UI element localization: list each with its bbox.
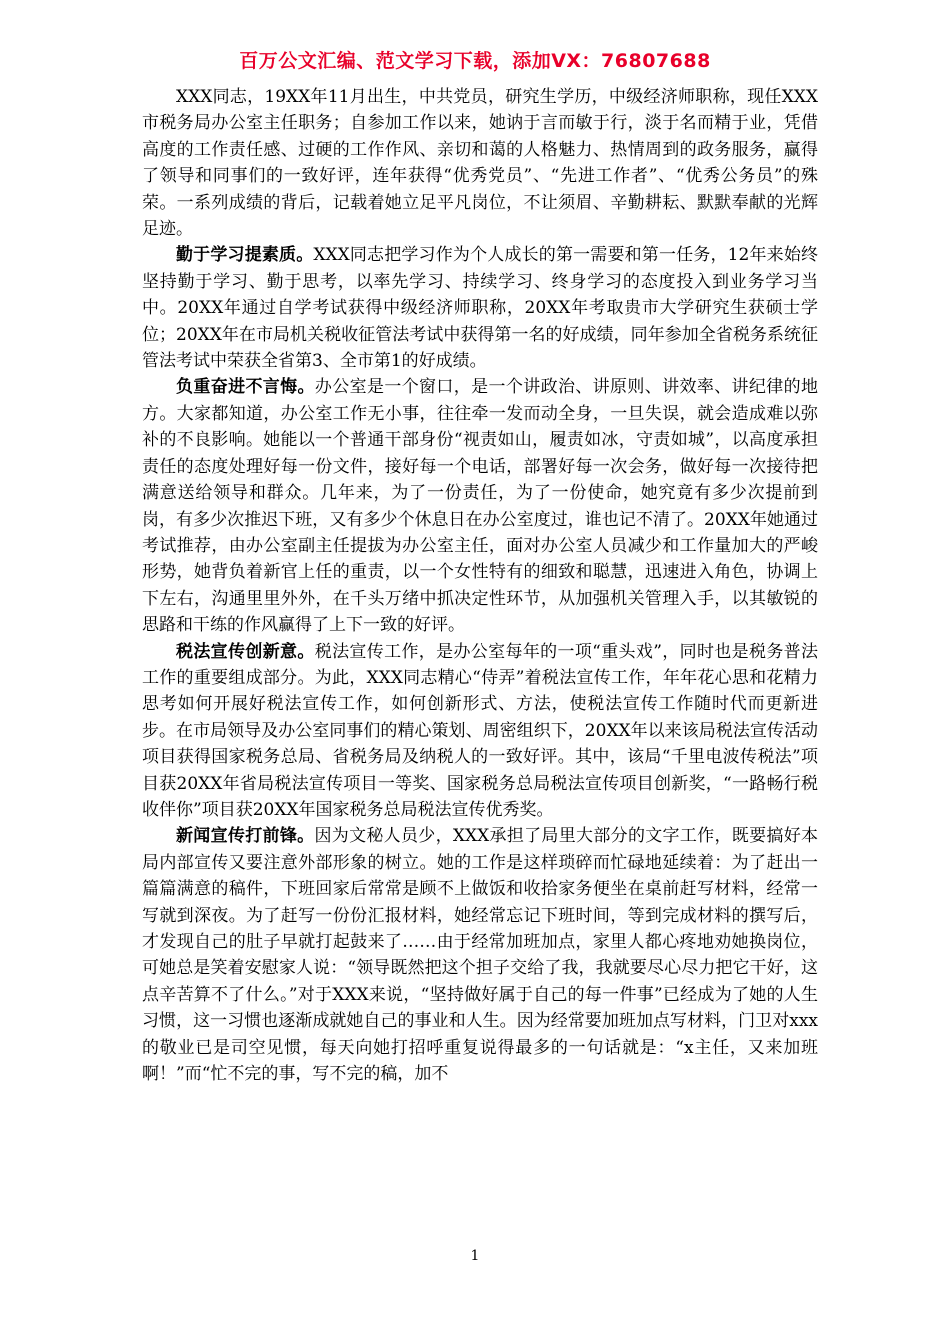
header-banner: 百万公文汇编、范文学习下载，添加VX：76807688	[239, 50, 711, 72]
page-number: 1	[470, 1248, 480, 1264]
paragraph-tax-publicity	[142, 639, 818, 824]
paragraph-study	[142, 242, 818, 374]
paragraph-text: 因为文秘人员少，XXX承担了局里大部分的文字工作，既要搞好本局内部宣传又要注意外部形象的树立。她的工作是这样琐碎而忙碌地延续着：为了赶出一篇篇满意的稿件，下班回家后常常是顾不上做饭和收拾家务便坐在桌前赶写材料，经常一写就到深夜。为了赶写一份份汇报材料，她经常忘记下班时间，等到完成材料的撰写后，才发现自己的肚子早就打起鼓来了……由于经常加班加点，家里人都心疼地劝她换岗位，可她总是笑着安慰家人说：“领导既然把这个担子交给了我，我就要尽心尽力把它干好，这点辛苦算不了什么。”对于XXX来说，“坚持做好属于自己的每一件事”已经成为了她的人生习惯，这一习惯也逐渐成就她自己的事业和人生。因为经常要加班加点写材料，门卫对xxx的敬业已是司空见惯，每天向她打招呼重复说得最多的一句话就是：“x主任，又来加班啊！”而“忙不完的事，写不完的稿，加不	[142, 826, 819, 1085]
paragraph-text: 办公室是一个窗口，是一个讲政治、讲原则、讲效率、讲纪律的地方。大家都知道，办公室工作无小事，往往牵一发而动全身，一旦失误，就会造成难以弥补的不良影响。她能以一个普通干部身份“视责如山，履责如冰，守责如城”，以高度承担责任的态度处理好每一份文件，接好每一个电话，部署好每一次会务，做好每一次接待把满意送给领导和群众。几年来，为了一份责任，为了一份使命，她究竟有多少次提前到岗，有多少次推迟下班，又有多少个休息日在办公室度过，谁也记不清了。20XX年她通过考试推荐，由办公室副主任提拔为办公室主任，面对办公室人员减少和工作量加大的严峻形势，她背负着新官上任的重责，以一个女性特有的细致和聪慧，迅速进入角色，协调上下左右，沟通里里外外，在千头万绪中抓决定性环节，从加强机关管理入手，以其敏锐的思路和干练的作风赢得了上下一致的好评。	[142, 377, 819, 636]
document-body	[142, 84, 818, 1087]
paragraph-heading: 新闻宣传打前锋。	[176, 826, 315, 847]
paragraph-heading: 税法宣传创新意。	[176, 641, 315, 662]
paragraph-text: 税法宣传工作，是办公室每年的一项“重头戏”，同时也是税务普法工作的重要组成部分。为此，XXX同志精心“侍弄”着税法宣传工作，年年花心思和花精力思考如何开展好税法宣传工作，如何创新形式、方法，使税法宣传工作随时代而更新进步。在市局领导及办公室同事们的精心策划、周密组织下，20XX年以来该局税法宣传活动项目获得国家税务总局、省税务局及纳税人的一致好评。其中，该局“千里电波传税法”项目获20XX年省局税法宣传项目一等奖、国家税务总局税法宣传项目创新奖，“一路畅行税收伴你”项目获20XX年国家税务总局税法宣传优秀奖。	[142, 641, 818, 820]
paragraph-heading: 负重奋进不言悔。	[176, 377, 315, 398]
paragraph-intro	[142, 84, 818, 242]
paragraph-heading: 勤于学习提素质。	[176, 245, 314, 266]
paragraph-duty	[142, 374, 818, 638]
paragraph-text: XXX同志，19XX年11月出生，中共党员，研究生学历，中级经济师职称，现任XXX市税务局办公室主任职务；自参加工作以来，她讷于言而敏于行，淡于名而精于业，凭借高度的工作责任感、过硬的工作作风、亲切和蔼的人格魅力、热情周到的政务服务，赢得了领导和同事们的一致好评，连年获得“优秀党员”、“先进工作者”、“优秀公务员”的殊荣。一系列成绩的背后，记载着她立足平凡岗位，不让须眉、辛勤耕耘、默默奉献的光辉足迹。	[142, 87, 818, 240]
paragraph-text: XXX同志把学习作为个人成长的第一需要和第一任务，12年来始终坚持勤于学习、勤于思考，以率先学习、持续学习、终身学习的态度投入到业务学习当中。20XX年通过自学考试获得中级经济师职称，20XX年考取贵市大学研究生获硕士学位；20XX年在市局机关税收征管法考试中获得第一名的好成绩，同年参加全省税务系统征管法考试中荣获全省第3、全市第1的好成绩。	[142, 245, 818, 372]
paragraph-news-publicity	[142, 823, 818, 1087]
